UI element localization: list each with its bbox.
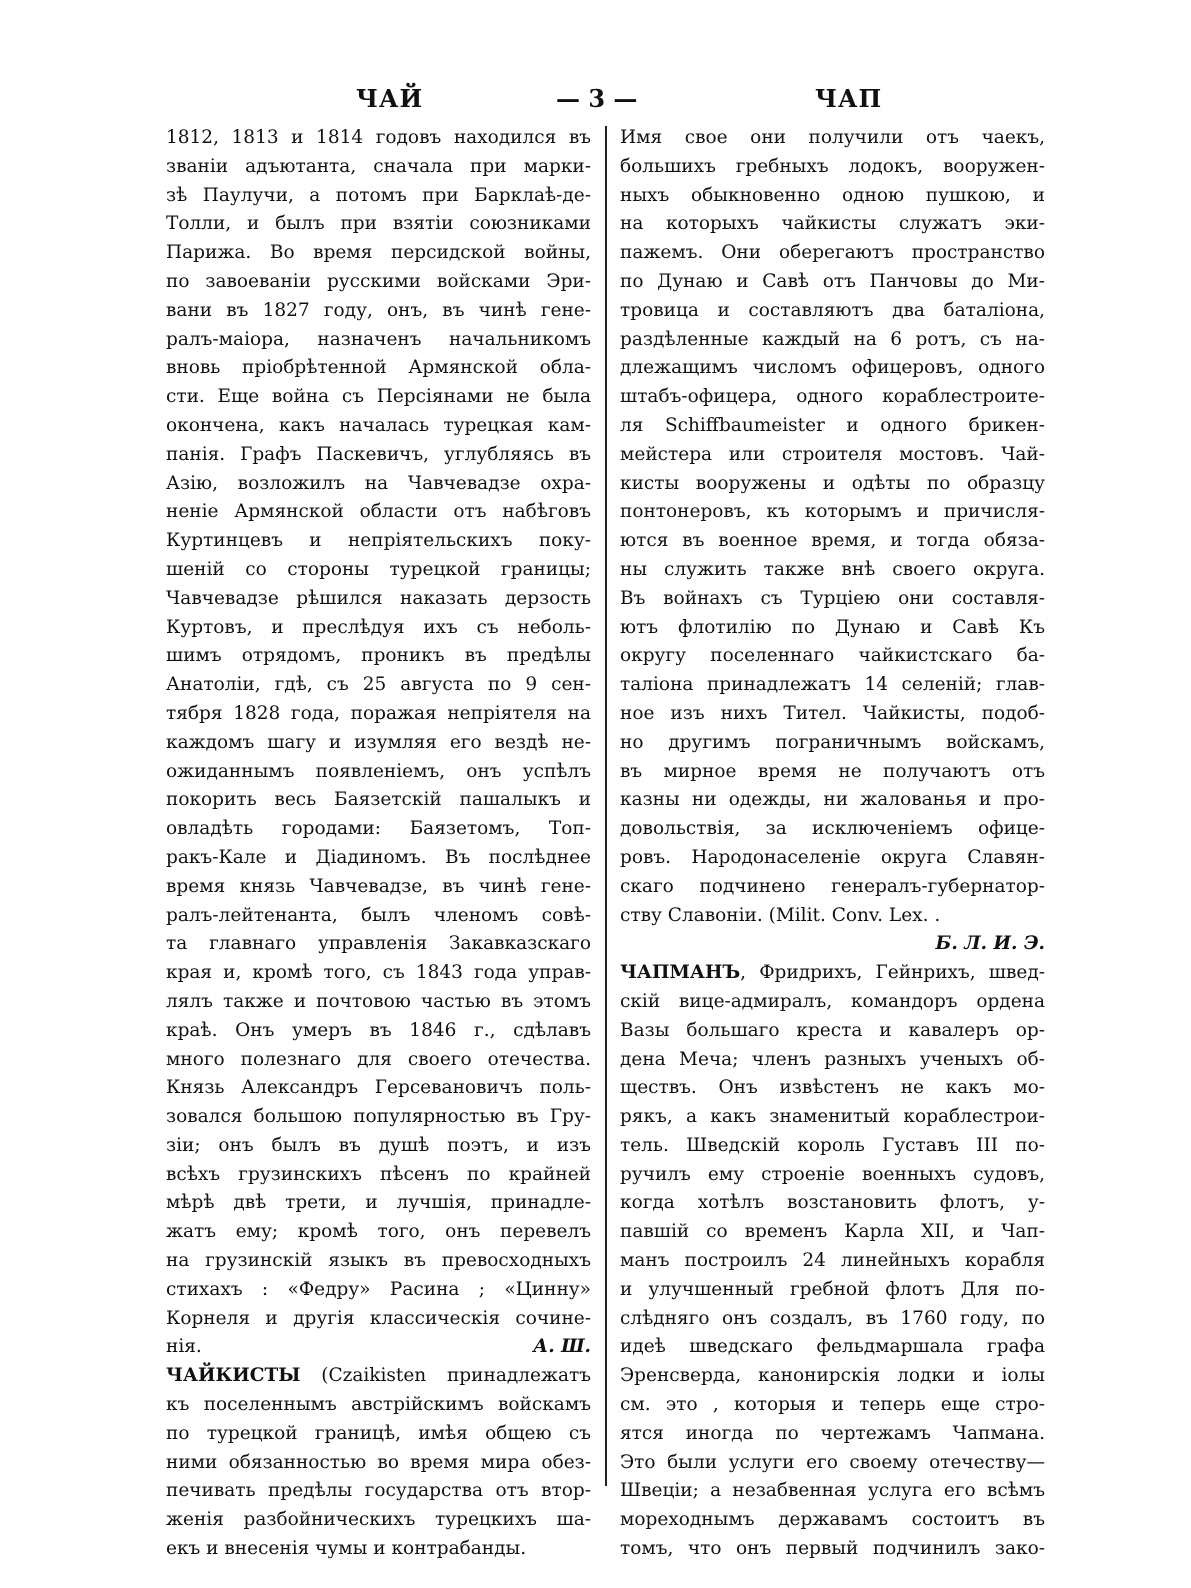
text-line: ралъ-маіора, назначенъ начальникомъ	[166, 328, 591, 350]
text-line: краѣ. Онъ умеръ въ 1846 г., сдѣлавъ	[166, 1019, 591, 1041]
text-line: Азію, возложилъ на Чавчевадзе охра-	[166, 472, 591, 494]
text-line: кисты вооружены и одѣты по образцу	[620, 472, 1045, 494]
text-line: лялъ также и почтовою частью въ этомъ	[166, 990, 591, 1012]
text-line: слѣдняго онъ создалъ, въ 1760 году, по	[620, 1307, 1045, 1329]
text-line: дена Меча; членъ разныхъ ученыхъ об-	[620, 1048, 1045, 1070]
text-line: понтонеровъ, къ которымъ и причисля-	[620, 501, 1045, 523]
text-line: на грузинскій языкъ въ превосходныхъ	[166, 1250, 591, 1272]
text-line: въ мирное время не получаютъ отъ	[620, 760, 1045, 782]
text-line: казны ни одежды, ни жалованья и про-	[620, 789, 1045, 811]
text-line: по Дунаю и Савѣ отъ Панчовы до Ми-	[620, 270, 1045, 292]
text-line: скаго подчинено генералъ-губернатор-	[620, 875, 1045, 897]
text-line: покорить весь Баязетскій пашалыкъ и	[166, 789, 591, 811]
text-line: манъ построилъ 24 линейныхъ корабля	[620, 1250, 1045, 1272]
text-line: ровъ. Народонаселеніе округа Славян-	[620, 846, 1045, 868]
text-line: идеѣ шведскаго фельдмаршала графа	[620, 1336, 1045, 1358]
entry-headword: ЧАЙКИСТЫ	[166, 1365, 301, 1387]
text-line: ралъ-лейтенанта, былъ членомъ совѣ-	[166, 904, 591, 926]
text-line: къ поселеннымъ австрійскимъ войскамъ	[166, 1394, 591, 1416]
text-line: когда хотѣлъ возстановить флотъ, у-	[620, 1192, 1045, 1214]
text-line: каждомъ шагу и изумляя его вездѣ не-	[166, 731, 591, 753]
text-line: шеній со стороны турецкой границы;	[166, 558, 591, 580]
left-column	[166, 124, 591, 1564]
text-line: ное изъ нихъ Тител. Чайкисты, подоб-	[620, 702, 1045, 724]
entry-headword: ЧАПМАНЪ	[620, 962, 741, 984]
text-line: штабъ-офицера, одного кораблестроите-	[620, 386, 1045, 408]
text-line: по завоеваніи русскими войсками Эри-	[166, 270, 591, 292]
entry-chapman-start	[620, 959, 1045, 988]
text-line: ны служить также внѣ своего округа.	[620, 558, 1045, 580]
text-line: екъ и внесенія чумы и контрабанды.	[166, 1538, 527, 1560]
text-line: Толли, и былъ при взятіи союзниками	[166, 213, 591, 235]
text-line: вани въ 1827 году, онъ, въ чинѣ гене-	[166, 299, 591, 321]
text-line: и улучшенный гребной флотъ Для по-	[620, 1278, 1045, 1300]
entry-chaikisty-start	[166, 1362, 591, 1391]
text-line: томъ, что онъ первый подчинилъ зако-	[620, 1538, 1045, 1560]
text-line: Вазы большаго креста и кавалеръ ор-	[620, 1019, 1045, 1041]
text-line: 1812, 1813 и 1814 годовъ находился въ	[166, 127, 591, 148]
text-line: Князь Александръ Герсевановичъ поль-	[166, 1077, 591, 1099]
text-line: печивать предѣлы государства отъ втор-	[166, 1480, 591, 1502]
text-line: тровица и составляютъ два баталіона,	[620, 299, 1045, 321]
text-line: ству Славоніи. (Milit. Conv. Lex. .	[620, 904, 941, 926]
text-line: Чавчевадзе рѣшился наказать дерзость	[166, 587, 591, 609]
text-line: мореходнымъ державамъ состоитъ въ	[620, 1509, 1045, 1531]
text-line: та главнаго управленія Закавказскаго	[166, 933, 591, 955]
text-line: таліона принадлежатъ 14 селеній; глав-	[620, 674, 1045, 696]
column-divider	[605, 126, 607, 1486]
text-line: Въ войнахъ съ Турціею они составля-	[620, 587, 1045, 609]
text-line: края и, кромѣ того, съ 1843 года управ-	[166, 962, 591, 984]
page-number: — 3 —	[556, 84, 638, 113]
header-left-word: ЧАЙ	[356, 84, 424, 113]
text-line: Куртовъ, и преслѣдуя ихъ съ неболь-	[166, 616, 591, 638]
text-line: Это были услуги его своему отечеству—	[620, 1451, 1045, 1473]
text-line: но другимъ пограничнымъ войскамъ,	[620, 731, 1045, 753]
text-line: ныхъ обыкновенно одною пушкою, и	[620, 184, 1045, 206]
text-line: скій вице-адмиралъ, командоръ ордена	[620, 990, 1045, 1012]
text-line: неніе Армянской области отъ набѣговъ	[166, 501, 591, 523]
text-line: раздѣленные каждый на 6 ротъ, съ на-	[620, 328, 1045, 350]
text-line: сти. Еще война съ Персіянами не была	[166, 386, 591, 408]
text-line: длежащимъ числомъ офицеровъ, одного	[620, 357, 1045, 379]
text-line: довольствія, за исключеніемъ офице-	[620, 818, 1045, 840]
text-line: Парижа. Во время персидской войны,	[166, 242, 591, 264]
text-line: округу поселеннаго чайкистскаго ба-	[620, 645, 1045, 667]
text-line: жатъ ему; кромѣ того, онъ перевелъ	[166, 1221, 591, 1243]
text-line: тября 1828 года, поражая непріятеля на	[166, 702, 591, 724]
right-column	[620, 124, 1045, 1564]
text-line: овладѣть городами: Баязетомъ, Топ-	[166, 818, 591, 840]
text-line: шимъ отрядомъ, проникъ въ предѣлы	[166, 645, 591, 667]
entry-first-line: (Czaikisten принадлежатъ	[300, 1365, 591, 1387]
text-line: Имя свое они получили отъ чаекъ,	[620, 127, 1045, 148]
text-line: ручилъ ему строеніе военныхъ судовъ,	[620, 1163, 1045, 1185]
text-line: стихахъ : «Федру» Расина ; «Цинну»	[166, 1278, 591, 1300]
text-line: окончена, какъ началась турецкая кам-	[166, 414, 591, 436]
author-signature: А. Ш.	[533, 1336, 591, 1358]
text-line: зѣ Паулучи, а потомъ при Барклаѣ-де-	[166, 184, 591, 206]
text-line: ожиданнымъ появленіемъ, онъ успѣлъ	[166, 760, 591, 782]
text-line: большихъ гребныхъ лодокъ, вооружен-	[620, 155, 1045, 177]
text-line: мѣрѣ двѣ трети, и лучшія, принадле-	[166, 1192, 591, 1214]
author-signature: Б. Л. И. Э.	[935, 933, 1045, 955]
text-line: много полезнаго для своего отечества.	[166, 1048, 591, 1070]
text-line: ля Schiffbaumeister и одного брикен-	[620, 414, 1045, 436]
text-line: ними обязанностью во время мира обез-	[166, 1451, 591, 1473]
text-line: званіи адъютанта, сначала при марки-	[166, 155, 591, 177]
text-line: пажемъ. Они оберегаютъ пространство	[620, 242, 1045, 264]
text-line: нія.	[166, 1336, 202, 1358]
text-line: панія. Графъ Паскевичъ, углубляясь въ	[166, 443, 591, 465]
text-line: тель. Шведскій король Густавъ III по-	[620, 1134, 1045, 1156]
text-line: зовался большою популярностью въ Гру-	[166, 1106, 591, 1128]
text-line: ракъ-Кале и Діадиномъ. Въ послѣднее	[166, 846, 591, 868]
text-line: на которыхъ чайкисты служатъ эки-	[620, 213, 1045, 235]
text-line: зіи; онъ былъ въ душѣ поэтъ, и изъ	[166, 1134, 591, 1156]
text-line: ются въ военное время, и тогда обяза-	[620, 530, 1045, 552]
text-line: Эренсверда, канонирскія лодки и іолы	[620, 1365, 1045, 1387]
text-line: всѣхъ грузинскихъ пѣсенъ по крайней	[166, 1163, 591, 1185]
text-line: ятся иногда по чертежамъ Чапмана.	[620, 1422, 1045, 1444]
text-line: Куртинцевъ и непріятельскихъ поку-	[166, 530, 591, 552]
text-line: вновь пріобрѣтенной Армянской обла-	[166, 357, 591, 379]
header-right-word: ЧАП	[815, 84, 883, 113]
text-line: время князь Чавчевадзе, въ чинѣ гене-	[166, 875, 591, 897]
text-line: см. это , которыя и теперь еще стро-	[620, 1394, 1045, 1416]
text-line: женія разбойническихъ турецкихъ ша-	[166, 1509, 591, 1531]
text-line: Швеціи; а незабвенная услуга его всѣмъ	[620, 1480, 1045, 1502]
text-line: рякъ, а какъ знаменитый кораблестрои-	[620, 1106, 1045, 1128]
text-line: по турецкой границѣ, имѣя общею съ	[166, 1422, 591, 1444]
text-line: ютъ флотилію по Дунаю и Савѣ Къ	[620, 616, 1045, 638]
text-line: Корнеля и другія классическія сочине-	[166, 1307, 591, 1329]
text-line: мейстера или строителя мостовъ. Чай-	[620, 443, 1045, 465]
text-line: павшій со временъ Карла XII, и Чап-	[620, 1221, 1045, 1243]
text-line: Анатоліи, гдѣ, съ 25 августа по 9 сен-	[166, 674, 591, 696]
text-line: ществъ. Онъ извѣстенъ не какъ мо-	[620, 1077, 1045, 1099]
entry-first-line: , Фридрихъ, Гейнрихъ, швед-	[740, 962, 1045, 984]
